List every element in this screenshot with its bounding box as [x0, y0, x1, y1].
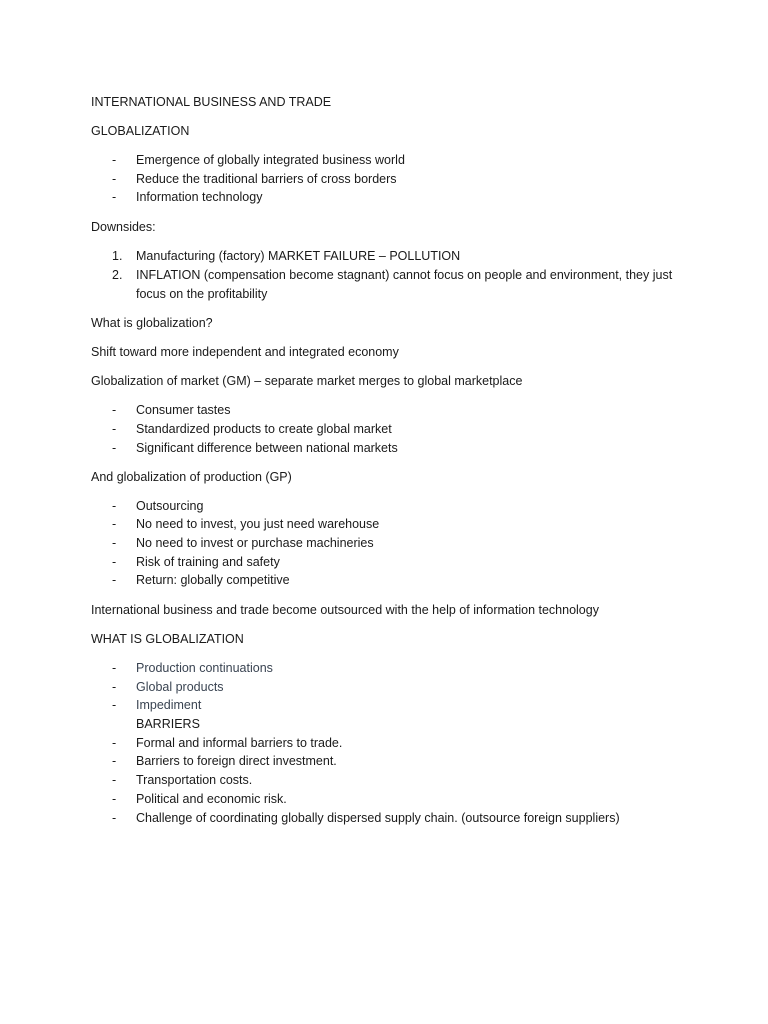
paragraph: Globalization of market (GM) – separate market merges to global marketplace: [91, 374, 523, 388]
list-item: Political and economic risk.: [136, 792, 287, 806]
list-item: Global products: [136, 680, 224, 694]
list-bullet: -: [112, 555, 117, 569]
paragraph: Shift toward more independent and integrated economy: [91, 345, 399, 359]
list-bullet: -: [112, 190, 117, 204]
list-bullet: -: [112, 736, 117, 750]
list-bullet: -: [112, 422, 117, 436]
list-item: Barriers to foreign direct investment.: [136, 754, 337, 768]
list-bullet: -: [112, 754, 117, 768]
list-bullet: -: [112, 403, 117, 417]
document-title: INTERNATIONAL BUSINESS AND TRADE: [91, 95, 332, 109]
paragraph: And globalization of production (GP): [91, 470, 292, 484]
list-item: Reduce the traditional barriers of cross borders: [136, 172, 397, 186]
list-bullet: -: [112, 698, 117, 712]
list-item: INFLATION (compensation become stagnant) cannot focus on people and environment, they just: [136, 268, 673, 282]
downsides-heading: Downsides:: [91, 220, 156, 234]
list-item: Standardized products to create global market: [136, 422, 392, 436]
question-what-is-globalization: What is globalization?: [91, 316, 213, 330]
list-item: Manufacturing (factory) MARKET FAILURE – POLLUTION: [136, 249, 461, 263]
list-bullet: -: [112, 792, 117, 806]
list-item: Outsourcing: [136, 499, 204, 513]
list-item: Return: globally competitive: [136, 573, 290, 587]
list-item: No need to invest or purchase machineries: [136, 536, 374, 550]
list-bullet: -: [112, 811, 117, 825]
list-bullet: -: [112, 680, 117, 694]
list-bullet: -: [112, 153, 117, 167]
list-bullet: -: [112, 441, 117, 455]
list-item: Production continuations: [136, 661, 273, 675]
list-number: 2.: [112, 268, 123, 282]
list-item: Transportation costs.: [136, 773, 253, 787]
list-item: Risk of training and safety: [136, 555, 280, 569]
list-item: Consumer tastes: [136, 403, 231, 417]
list-item: Formal and informal barriers to trade.: [136, 736, 343, 750]
list-bullet: -: [112, 661, 117, 675]
list-bullet: -: [112, 172, 117, 186]
list-bullet: -: [112, 517, 117, 531]
list-bullet: -: [112, 499, 117, 513]
list-bullet: -: [112, 573, 117, 587]
section-heading-globalization: GLOBALIZATION: [91, 124, 190, 138]
list-bullet: -: [112, 536, 117, 550]
list-bullet: -: [112, 773, 117, 787]
list-item: No need to invest, you just need warehouse: [136, 517, 380, 531]
list-item-continuation: focus on the profitability: [136, 287, 268, 301]
list-number: 1.: [112, 249, 123, 263]
list-item: Information technology: [136, 190, 263, 204]
paragraph: International business and trade become outsourced with the help of information technology: [91, 603, 599, 617]
list-item: Significant difference between national markets: [136, 441, 398, 455]
list-item: Impediment: [136, 698, 202, 712]
barriers-label: BARRIERS: [136, 717, 200, 731]
section-heading-what-is-globalization: WHAT IS GLOBALIZATION: [91, 632, 244, 646]
list-item: Emergence of globally integrated business world: [136, 153, 405, 167]
list-item: Challenge of coordinating globally dispersed supply chain. (outsource foreign suppliers): [136, 811, 620, 825]
